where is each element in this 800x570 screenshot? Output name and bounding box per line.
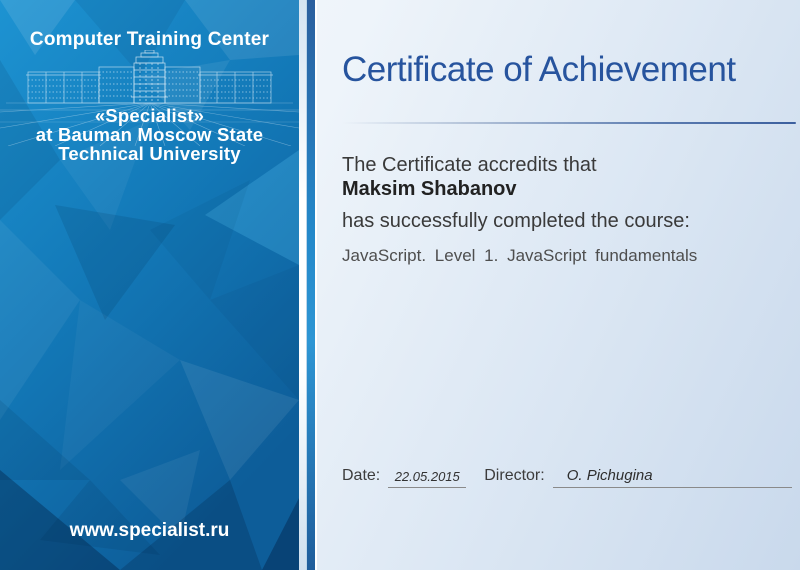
university-name-line1: «Specialist» [94,105,205,126]
date-value: 22.05.2015 [388,469,466,488]
website-link[interactable]: www.specialist.ru [69,520,230,541]
accredits-line: The Certificate accredits that [342,154,597,176]
student-name: Maksim Shabanov [342,178,517,200]
spine-blue-bar [306,0,315,570]
university-name-line3: Technical University [58,143,241,164]
date-label: Date: [342,467,381,484]
spine-light-strip [299,0,306,570]
completed-line: has successfully completed the course: [342,210,690,232]
course-name: JavaScript. Level 1. JavaScript fundamentals [342,246,698,265]
accreditation-text-block [342,153,697,267]
signature-row [342,460,792,488]
university-name-line2: at Bauman Moscow State [35,124,264,145]
director-label: Director: [484,467,545,484]
certificate-title: Certificate of Achievement [342,50,736,89]
title-divider [342,122,796,124]
training-center-name: Computer Training Center [29,29,270,50]
certificate-body [317,0,800,570]
university-name-block [0,106,299,163]
director-name: O. Pichugina [553,467,792,488]
sidebar [0,0,299,570]
